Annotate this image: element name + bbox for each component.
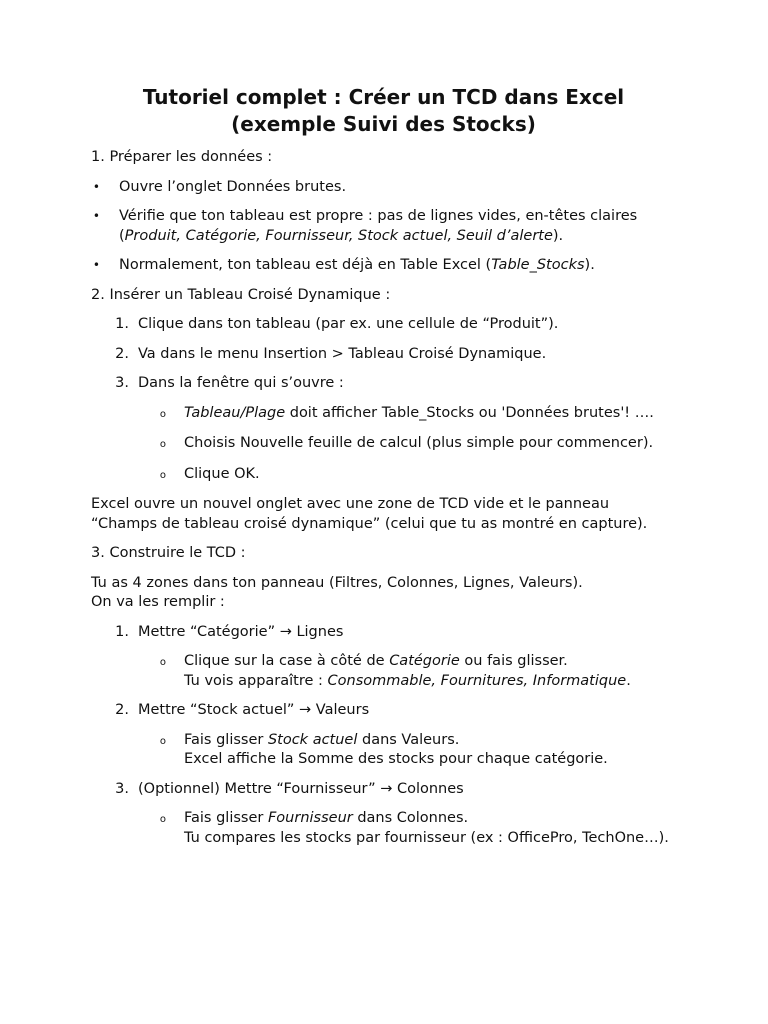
list-item-text: Clique dans ton tableau (par ex. une cellule de “Produit”).: [138, 316, 559, 332]
numbered-item: [91, 345, 676, 365]
number-marker: 1.: [115, 316, 129, 332]
list-item-text: Tableau/Plage doit afficher Table_Stocks ou 'Données brutes'! ….: [184, 404, 654, 421]
sub-list-item: [91, 809, 676, 848]
list-item-text: Mettre “Stock actuel” → Valeurs: [138, 702, 370, 718]
sub-list-item: [91, 465, 676, 486]
document-title: [91, 84, 676, 138]
bullet-marker: •: [92, 179, 100, 194]
list-item-text: (Optionnel) Mettre “Fournisseur” → Colonnes: [138, 780, 464, 797]
number-marker: 3.: [115, 780, 129, 797]
paragraph: Tu as 4 zones dans ton panneau (Filtres, Colonnes, Lignes, Valeurs). On va les remplir :: [91, 574, 583, 610]
list-item: [91, 207, 676, 246]
list-item-text: Clique OK.: [184, 465, 260, 482]
title-line-1: Tutoriel complet : Créer un TCD dans Excel: [142, 85, 625, 109]
number-marker: 3.: [115, 375, 129, 391]
numbered-item: [91, 701, 676, 721]
list-item-text: Va dans le menu Insertion > Tableau Croisé Dynamique.: [138, 345, 547, 362]
list-item: [91, 256, 676, 276]
list-item: [91, 178, 676, 198]
number-marker: 2.: [115, 345, 129, 362]
section-2-heading: 2. Insérer un Tableau Croisé Dynamique :: [91, 286, 391, 303]
paragraph: Excel ouvre un nouvel onglet avec une zone de TCD vide et le panneau “Champs de tableau croisé dynamique” (celui que tu as montré en capture).: [91, 496, 648, 532]
list-item-text: Mettre “Catégorie” → Lignes: [138, 623, 344, 640]
title-line-2: (exemple Suivi des Stocks): [231, 112, 536, 136]
list-item-text: Dans la fenêtre qui s’ouvre :: [138, 375, 344, 391]
list-item-text: Vérifie que ton tableau est propre : pas de lignes vides, en-têtes claires (Produit, Catégorie, Fournisseur, Stock actuel, Seuil d’alerte).: [119, 208, 638, 244]
numbered-item: [91, 374, 676, 394]
bullet-marker: •: [92, 258, 100, 272]
circle-marker: o: [159, 814, 166, 825]
sub-list-item: [91, 731, 676, 770]
section-3-heading: 3. Construire le TCD :: [91, 545, 246, 561]
number-marker: 2.: [115, 702, 129, 718]
numbered-item: [91, 623, 676, 643]
list-item-text: Fais glisser Stock actuel dans Valeurs. Excel affiche la Somme des stocks pour chaque catégorie.: [184, 731, 608, 767]
list-item-text: Fais glisser Fournisseur dans Colonnes. Tu compares les stocks par fournisseur (ex : OfficePro, TechOne…).: [184, 810, 669, 846]
circle-marker: o: [159, 735, 166, 747]
sub-list-item: [91, 434, 676, 455]
numbered-item: [91, 315, 676, 335]
sub-list-item: [91, 404, 676, 425]
circle-marker: o: [159, 469, 166, 481]
circle-marker: o: [159, 657, 166, 668]
numbered-item: [91, 780, 676, 800]
section-1-heading: 1. Préparer les données :: [91, 149, 273, 165]
list-item-text: Choisis Nouvelle feuille de calcul (plus simple pour commencer).: [184, 435, 654, 451]
list-item-text: Normalement, ton tableau est déjà en Table Excel (Table_Stocks).: [119, 257, 595, 273]
bullet-marker: •: [92, 209, 100, 223]
list-item-text: Ouvre l’onglet Données brutes.: [119, 178, 347, 195]
list-item-text: Clique sur la case à côté de Catégorie ou fais glisser. Tu vois apparaître : Consommable, Fournitures, Informatique.: [184, 653, 631, 689]
circle-marker: o: [159, 408, 166, 420]
circle-marker: o: [159, 439, 166, 450]
sub-list-item: [91, 652, 676, 691]
number-marker: 1.: [115, 623, 129, 640]
